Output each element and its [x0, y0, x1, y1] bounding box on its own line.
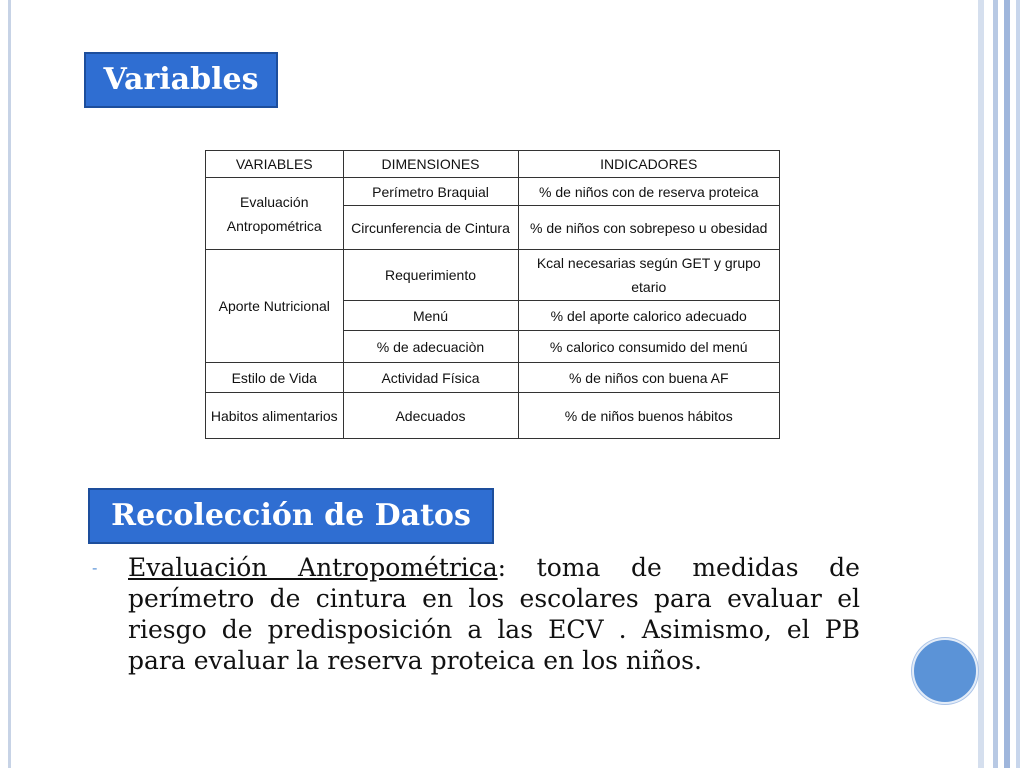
stripe: [1016, 0, 1020, 768]
bullet-paragraph: [128, 552, 860, 676]
dimension-cell: Perímetro Braquial: [343, 178, 518, 206]
table-row: [206, 393, 780, 439]
dimension-cell: Adecuados: [343, 393, 518, 439]
variable-cell: Evaluación Antropométrica: [206, 178, 344, 250]
dimension-cell: Requerimiento: [343, 250, 518, 301]
table-row: [206, 363, 780, 393]
indicator-cell: % de niños buenos hábitos: [518, 393, 780, 439]
decorative-circle: [912, 638, 978, 704]
table-row: [206, 178, 780, 206]
indicator-cell: % del aporte calorico adecuado: [518, 301, 780, 331]
variable-cell: Estilo de Vida: [206, 363, 344, 393]
stripe: [978, 0, 984, 768]
bullet-item: [92, 552, 860, 676]
variable-cell: Aporte Nutricional: [206, 250, 344, 363]
stripe: [993, 0, 998, 768]
table-header-row: [206, 151, 780, 178]
left-decorative-line: [8, 0, 11, 768]
bullet-description: : toma de medidas de perímetro de cintura en los escolares para evaluar el riesgo de predisposición a las ECV . Asimismo, el PB para evaluar la reserva proteica en los niños.: [128, 553, 860, 675]
stripe: [1004, 0, 1010, 768]
variable-cell: Habitos alimentarios: [206, 393, 344, 439]
dimension-cell: % de adecuaciòn: [343, 331, 518, 363]
header-variables: VARIABLES: [206, 151, 344, 178]
bullet-marker: -: [92, 558, 98, 577]
table-row: [206, 250, 780, 301]
dimension-cell: Actividad Física: [343, 363, 518, 393]
dimension-cell: Circunferencia de Cintura: [343, 206, 518, 250]
bullet-term: Evaluación Antropométrica: [128, 553, 498, 582]
header-dimensiones: DIMENSIONES: [343, 151, 518, 178]
dimension-cell: Menú: [343, 301, 518, 331]
indicator-cell: Kcal necesarias según GET y grupo etario: [518, 250, 780, 301]
indicator-cell: % de niños con de reserva proteica: [518, 178, 780, 206]
indicator-cell: % de niños con sobrepeso u obesidad: [518, 206, 780, 250]
header-indicadores: INDICADORES: [518, 151, 780, 178]
variables-table: [205, 150, 780, 439]
indicator-cell: % de niños con buena AF: [518, 363, 780, 393]
right-decorative-stripes: [974, 0, 1024, 768]
indicator-cell: % calorico consumido del menú: [518, 331, 780, 363]
recoleccion-heading: Recolección de Datos: [88, 488, 494, 544]
variables-heading: Variables: [84, 52, 278, 108]
